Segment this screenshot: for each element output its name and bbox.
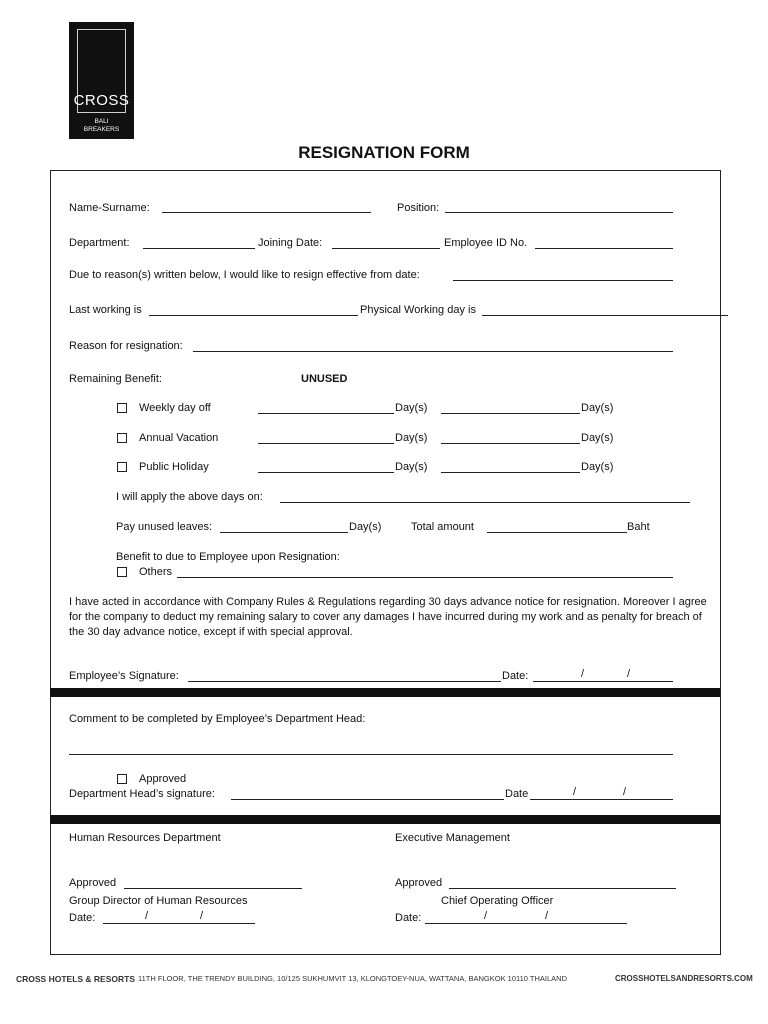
public-holiday-field-2[interactable] — [441, 472, 580, 473]
footer-address: 11TH FLOOR, THE TRENDY BUILDING, 10/125 SUKHUMVIT 13, KLONGTOEY-NUA, WATTANA, BANGKOK 10110 THAILAND — [138, 974, 568, 983]
exec-date-label: Date: — [395, 912, 422, 924]
joining-date-label: Joining Date: — [258, 237, 323, 249]
pay-unused-label: Pay unused leaves: — [116, 521, 213, 533]
exec-approved-label: Approved — [395, 877, 443, 889]
public-holiday-label: Public Holiday — [139, 461, 209, 473]
position-label: Position: — [397, 202, 440, 214]
footer-company: CROSS HOTELS & RESORTS — [16, 974, 136, 984]
apply-on-label: I will apply the above days on: — [116, 491, 263, 503]
logo-sub-2: BREAKERS — [83, 126, 120, 133]
checkbox-icon[interactable] — [117, 567, 127, 577]
annual-vacation-label: Annual Vacation — [139, 432, 219, 444]
employee-signature-label: Employee’s Signature: — [69, 670, 179, 682]
unit-label: Day(s) — [395, 432, 428, 444]
declaration-text: I have acted in accordance with Company Rules & Regulations regarding 30 days advance notice for resignation. Moreover I agree for the company to deduct my remaining salary to cover any damages I have incurred during my work and as penalty for breach of the 30 day advance notice, except if with special approval. — [69, 596, 707, 638]
footer-website[interactable]: CROSSHOTELSANDRESORTS.COM — [615, 974, 753, 983]
last-working-field[interactable] — [149, 315, 358, 316]
date-separator: / — [545, 910, 549, 922]
hr-approved-label: Approved — [69, 877, 117, 889]
logo-brand: CROSS — [73, 92, 130, 109]
pay-unit-label: Day(s) — [349, 521, 382, 533]
employee-date-label: Date: — [502, 670, 529, 682]
physical-working-field[interactable] — [482, 315, 728, 316]
employee-id-field[interactable] — [535, 248, 673, 249]
others-field[interactable] — [177, 577, 673, 578]
due-upon-label: Benefit to due to Employee upon Resignation: — [116, 551, 340, 563]
unit-label: Day(s) — [395, 461, 428, 473]
dept-head-date-label: Date — [505, 788, 529, 800]
date-separator: / — [627, 668, 631, 680]
employee-id-label: Employee ID No. — [444, 237, 528, 249]
date-separator: / — [200, 910, 204, 922]
apply-on-field[interactable] — [280, 502, 690, 503]
checkbox-icon[interactable] — [117, 433, 127, 443]
employee-signature-field[interactable] — [188, 681, 501, 682]
reason-field[interactable] — [193, 351, 673, 352]
dept-head-comment-field[interactable] — [69, 754, 673, 755]
annual-vacation-field-1[interactable] — [258, 443, 394, 444]
name-surname-label: Name-Surname: — [69, 202, 150, 214]
date-separator: / — [484, 910, 488, 922]
logo-sub-1: BALI — [94, 118, 109, 125]
section-divider — [50, 815, 720, 824]
pay-unused-field[interactable] — [220, 532, 348, 533]
annual-vacation-field-2[interactable] — [441, 443, 580, 444]
exec-role-label: Chief Operating Officer — [441, 895, 554, 907]
dept-head-date-field[interactable] — [530, 799, 673, 800]
total-amount-field[interactable] — [487, 532, 627, 533]
brand-logo — [69, 22, 134, 139]
date-separator: / — [623, 786, 627, 798]
weekly-day-off-field-2[interactable] — [441, 413, 580, 414]
name-surname-field[interactable] — [162, 212, 371, 213]
weekly-day-off-label: Weekly day off — [139, 402, 211, 414]
hr-title: Human Resources Department — [69, 832, 221, 844]
weekly-day-off-field-1[interactable] — [258, 413, 394, 414]
unit-label: Day(s) — [581, 461, 614, 473]
currency-label: Baht — [627, 521, 650, 533]
hr-approved-field[interactable] — [124, 888, 302, 889]
dept-head-comment-label: Comment to be completed by Employee’s Department Head: — [69, 713, 366, 725]
exec-title: Executive Management — [395, 832, 510, 844]
unused-header: UNUSED — [301, 373, 348, 385]
reason-label: Reason for resignation: — [69, 340, 183, 352]
department-field[interactable] — [143, 248, 255, 249]
form-title: RESIGNATION FORM — [298, 143, 470, 162]
exec-date-field[interactable] — [425, 923, 627, 924]
joining-date-field[interactable] — [332, 248, 440, 249]
checkbox-icon[interactable] — [117, 403, 127, 413]
others-label: Others — [139, 566, 173, 578]
effective-date-label: Due to reason(s) written below, I would like to resign effective from date: — [69, 269, 420, 281]
physical-working-label: Physical Working day is — [360, 304, 476, 316]
hr-role-label: Group Director of Human Resources — [69, 895, 248, 907]
last-working-label: Last working is — [69, 304, 142, 316]
unit-label: Day(s) — [395, 402, 428, 414]
position-field[interactable] — [445, 212, 673, 213]
exec-approved-field[interactable] — [449, 888, 676, 889]
dept-head-signature-label: Department Head’s signature: — [69, 788, 215, 800]
date-separator: / — [581, 668, 585, 680]
checkbox-icon[interactable] — [117, 462, 127, 472]
total-amount-label: Total amount — [411, 521, 474, 533]
department-label: Department: — [69, 237, 130, 249]
dept-head-signature-field[interactable] — [231, 799, 504, 800]
checkbox-icon[interactable] — [117, 774, 127, 784]
effective-date-field[interactable] — [453, 280, 673, 281]
employee-date-field[interactable] — [533, 681, 673, 682]
public-holiday-field-1[interactable] — [258, 472, 394, 473]
unit-label: Day(s) — [581, 432, 614, 444]
hr-date-label: Date: — [69, 912, 96, 924]
hr-date-field[interactable] — [103, 923, 255, 924]
section-divider — [50, 688, 720, 697]
dept-head-approved-label: Approved — [139, 773, 187, 785]
date-separator: / — [145, 910, 149, 922]
remaining-benefit-label: Remaining Benefit: — [69, 373, 162, 385]
unit-label: Day(s) — [581, 402, 614, 414]
date-separator: / — [573, 786, 577, 798]
